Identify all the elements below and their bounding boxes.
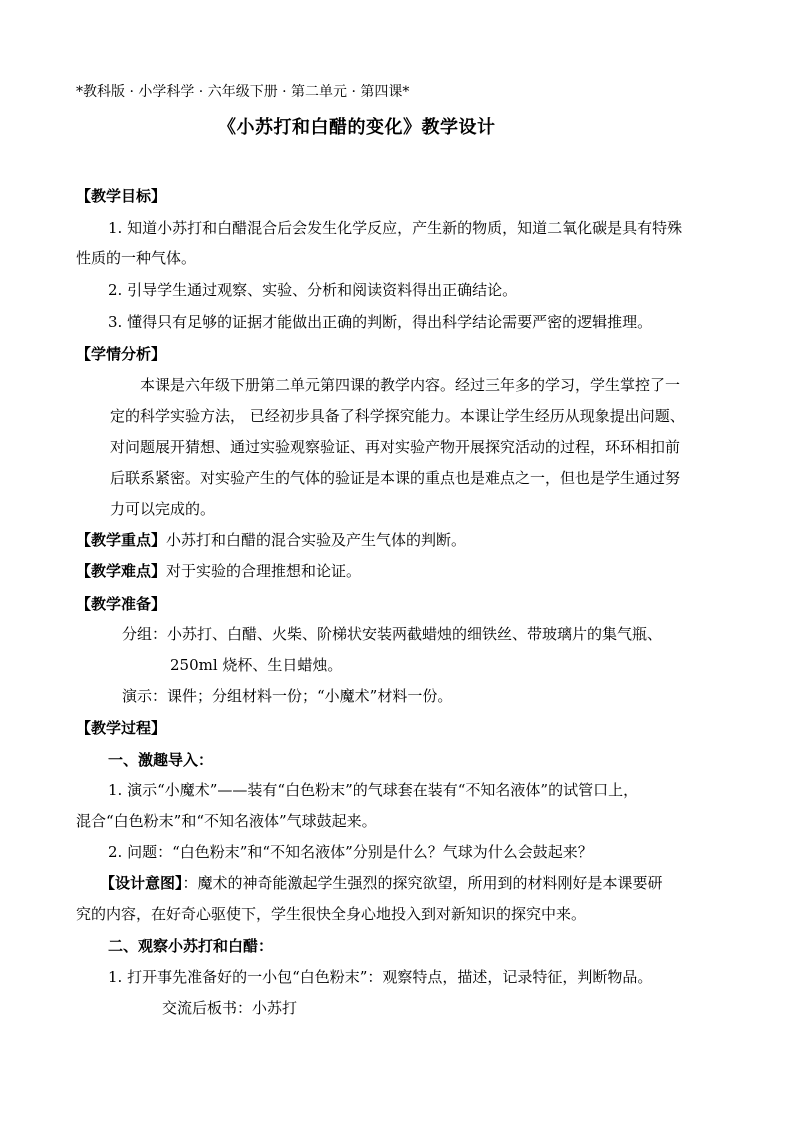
analysis-heading: 【学情分析】 xyxy=(76,345,167,363)
analysis-line: 力可以完成的。 xyxy=(110,500,216,518)
difficulty-heading: 【教学难点】 xyxy=(76,562,167,580)
section-2-title: 二、观察小苏打和白醋： xyxy=(108,937,274,955)
page-title: 《小苏打和白醋的变化》教学设计 xyxy=(218,117,496,138)
section-2-board-note: 交流后板书：小苏打 xyxy=(162,999,298,1017)
preparation-group-line2: 250ml 烧杯、生日蜡烛。 xyxy=(170,656,343,674)
key-point-text: 小苏打和白醋的混合实验及产生气体的判断。 xyxy=(166,531,467,549)
objective-1-line1: 1. 知道小苏打和白醋混合后会发生化学反应，产生新的物质，知道二氧化碳是具有特殊 xyxy=(108,219,683,237)
difficulty-text: 对于实验的合理推想和论证。 xyxy=(166,562,362,580)
series-header: *教科版 · 小学科学 · 六年级下册 · 第二单元 · 第四课* xyxy=(76,84,410,100)
objective-1-line2: 性质的一种气体。 xyxy=(76,249,197,267)
objectives-heading: 【教学目标】 xyxy=(76,187,167,205)
process-heading: 【教学过程】 xyxy=(76,719,167,737)
difficulty-row xyxy=(76,561,361,581)
key-point-row xyxy=(76,530,466,550)
design-intent-label: 【设计意图】 xyxy=(100,874,183,892)
design-intent-text: ：魔术的神奇能激起学生强烈的探究欲望，所用到的材料刚好是本课要研 xyxy=(182,874,663,892)
objective-3: 3. 懂得只有足够的证据才能做出正确的判断，得出科学结论需要严密的逻辑推理。 xyxy=(108,313,653,331)
analysis-line: 后联系紧密。对实验产生的气体的验证是本课的重点也是难点之一，但也是学生通过努 xyxy=(110,469,681,487)
key-point-heading: 【教学重点】 xyxy=(76,531,167,549)
analysis-line: 定的科学实验方法， 已经初步具备了科学探究能力。本课让学生经历从现象提出问题、 xyxy=(110,407,685,425)
objective-2: 2. 引导学生通过观察、实验、分析和阅读资料得出正确结论。 xyxy=(108,281,518,299)
preparation-heading: 【教学准备】 xyxy=(76,595,167,613)
section-1-item-2: 2. 问题：“白色粉末”和“不知名液体”分别是什么？气球为什么会鼓起来？ xyxy=(108,843,593,861)
analysis-line: 本课是六年级下册第二单元第四课的教学内容。经过三年多的学习，学生掌控了一 xyxy=(140,376,681,394)
section-2-item-1: 1. 打开事先准备好的一小包“白色粉末”：观察特点，描述，记录特征，判断物品。 xyxy=(108,968,653,986)
analysis-line: 对问题展开猜想、通过实验观察验证、再对实验产物开展探究活动的过程，环环相扣前 xyxy=(110,438,681,456)
preparation-demo: 演示：课件；分组材料一份；“小魔术”材料一份。 xyxy=(122,687,453,705)
section-1-title: 一、激趣导入： xyxy=(108,751,214,769)
section-1-item-1-line2: 混合“白色粉末”和“不知名液体”气球鼓起来。 xyxy=(76,812,377,830)
preparation-group-line1: 分组：小苏打、白醋、火柴、阶梯状安装两截蜡烛的细铁丝、带玻璃片的集气瓶、 xyxy=(122,625,663,643)
design-intent-row xyxy=(100,873,663,893)
design-intent-line2: 究的内容，在好奇心驱使下，学生很快全身心地投入到对新知识的探究中来。 xyxy=(76,905,587,923)
section-1-item-1-line1: 1. 演示“小魔术”——装有“白色粉末”的气球套在装有“不知名液体”的试管口上， xyxy=(108,781,639,799)
